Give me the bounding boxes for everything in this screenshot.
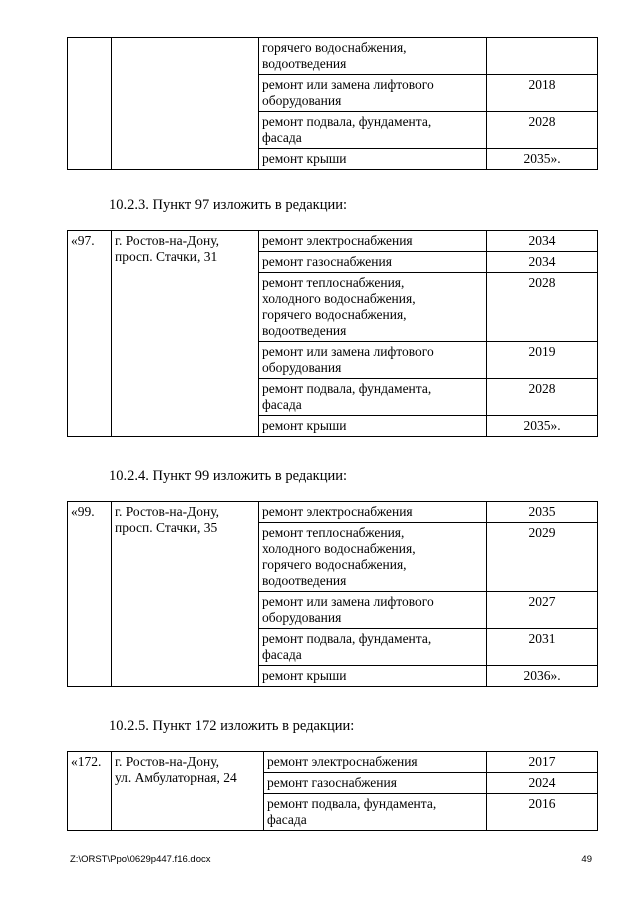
work-type-line: ремонт электроснабжения <box>267 754 418 769</box>
work-type-line: оборудования <box>262 93 342 108</box>
work-type-cell <box>259 502 487 523</box>
year-cell: 2034 <box>487 252 598 273</box>
item-number-cell <box>68 502 112 687</box>
work-type-cell <box>264 773 487 794</box>
work-type-line: водоотведения <box>262 323 347 338</box>
address-cell <box>112 502 259 687</box>
table-item-97 <box>67 230 598 437</box>
work-type-line: фасада <box>262 130 302 145</box>
year-cell: 2035». <box>487 149 598 170</box>
year-cell: 2017 <box>487 752 598 773</box>
table-continuation <box>67 37 598 170</box>
year-cell: 2024 <box>487 773 598 794</box>
year-cell: 2028 <box>487 112 598 149</box>
work-type-line: ремонт крыши <box>262 151 347 166</box>
work-type-line: ремонт крыши <box>262 668 347 683</box>
work-type-cell <box>259 523 487 592</box>
work-type-line: водоотведения <box>262 56 347 71</box>
work-type-line: фасада <box>267 812 307 827</box>
work-type-cell <box>259 416 487 437</box>
work-type-line: водоотведения <box>262 573 347 588</box>
table-row <box>68 752 598 773</box>
address-line: г. Ростов-на-Дону, <box>115 754 220 769</box>
work-type-line: холодного водоснабжения, <box>262 541 416 556</box>
heading-item-172: 10.2.5. Пункт 172 изложить в редакции: <box>109 718 355 734</box>
year-cell: 2018 <box>487 75 598 112</box>
work-type-line: ремонт подвала, фундамента, <box>267 796 437 811</box>
work-type-cell <box>259 342 487 379</box>
address-line: просп. Стачки, 31 <box>115 249 218 264</box>
address-cell <box>112 752 264 831</box>
year-cell <box>487 38 598 75</box>
table-item-172 <box>67 751 598 831</box>
year-cell: 2035». <box>487 416 598 437</box>
year-cell: 2028 <box>487 379 598 416</box>
year-cell: 2016 <box>487 794 598 831</box>
work-type-line: ремонт подвала, фундамента, <box>262 631 432 646</box>
work-type-line: ремонт теплоснабжения, <box>262 525 405 540</box>
footer-page-number: 49 <box>581 854 592 865</box>
year-cell: 2029 <box>487 523 598 592</box>
work-type-line: ремонт или замена лифтового <box>262 77 434 92</box>
address-line: просп. Стачки, 35 <box>115 520 218 535</box>
year-cell: 2031 <box>487 629 598 666</box>
work-type-cell <box>259 252 487 273</box>
work-type-line: ремонт подвала, фундамента, <box>262 381 432 396</box>
year-cell: 2027 <box>487 592 598 629</box>
footer-file-path: Z:\ORST\Ppo\0629p447.f16.docx <box>70 854 211 865</box>
address-line: г. Ростов-на-Дону, <box>115 504 220 519</box>
work-type-cell <box>259 112 487 149</box>
table-row <box>68 502 598 523</box>
work-type-line: горячего водоснабжения, <box>262 40 407 55</box>
work-type-line: ремонт или замена лифтового <box>262 344 434 359</box>
heading-item-99: 10.2.4. Пункт 99 изложить в редакции: <box>109 468 348 484</box>
address-line: г. Ростов-на-Дону, <box>115 233 220 248</box>
work-type-cell <box>259 379 487 416</box>
work-type-line: ремонт электроснабжения <box>262 504 413 519</box>
work-type-line: ремонт электроснабжения <box>262 233 413 248</box>
work-type-cell <box>259 149 487 170</box>
table-row <box>68 231 598 252</box>
table-item-99 <box>67 501 598 687</box>
year-cell: 2034 <box>487 231 598 252</box>
item-number: «99. <box>71 504 95 519</box>
work-type-cell <box>264 752 487 773</box>
work-type-line: ремонт теплоснабжения, <box>262 275 405 290</box>
year-cell: 2036». <box>487 666 598 687</box>
heading-item-97: 10.2.3. Пункт 97 изложить в редакции: <box>109 197 348 213</box>
work-type-line: ремонт крыши <box>262 418 347 433</box>
year-cell: 2028 <box>487 273 598 342</box>
address-cell <box>112 231 259 437</box>
work-type-cell <box>259 666 487 687</box>
work-type-cell <box>264 794 487 831</box>
address-line: ул. Амбулаторная, 24 <box>115 770 237 785</box>
work-type-line: горячего водоснабжения, <box>262 307 407 322</box>
work-type-cell <box>259 75 487 112</box>
table-row <box>68 38 598 75</box>
work-type-cell <box>259 592 487 629</box>
work-type-line: фасада <box>262 647 302 662</box>
year-cell: 2035 <box>487 502 598 523</box>
work-type-cell <box>259 273 487 342</box>
work-type-line: ремонт или замена лифтового <box>262 594 434 609</box>
work-type-cell <box>259 38 487 75</box>
work-type-line: ремонт подвала, фундамента, <box>262 114 432 129</box>
work-type-line: оборудования <box>262 360 342 375</box>
work-type-line: ремонт газоснабжения <box>267 775 397 790</box>
work-type-line: фасада <box>262 397 302 412</box>
work-type-cell <box>259 231 487 252</box>
item-number-cell <box>68 752 112 831</box>
item-number-cell <box>68 231 112 437</box>
work-type-line: холодного водоснабжения, <box>262 291 416 306</box>
work-type-line: оборудования <box>262 610 342 625</box>
address-cell <box>112 38 259 170</box>
item-number: «97. <box>71 233 95 248</box>
item-number: «172. <box>71 754 102 769</box>
work-type-line: горячего водоснабжения, <box>262 557 407 572</box>
item-number-cell <box>68 38 112 170</box>
work-type-cell <box>259 629 487 666</box>
work-type-line: ремонт газоснабжения <box>262 254 392 269</box>
year-cell: 2019 <box>487 342 598 379</box>
